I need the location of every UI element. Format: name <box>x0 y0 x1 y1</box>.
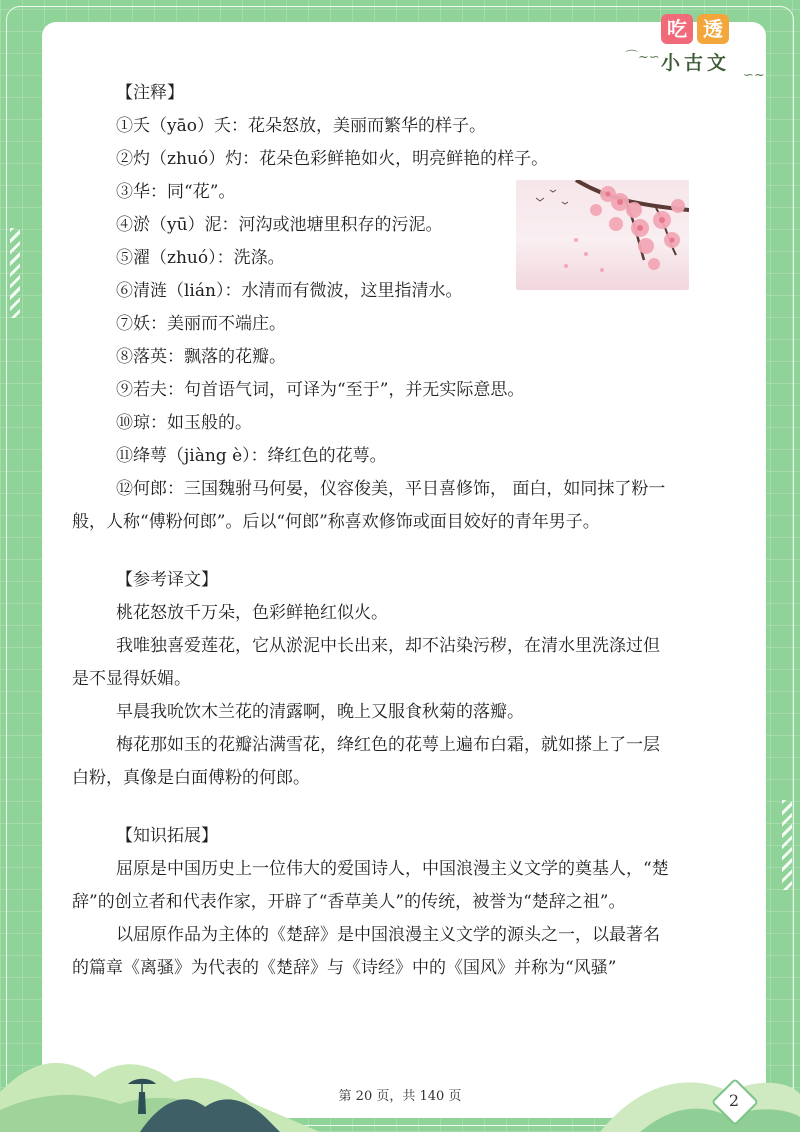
note-item: ⑨若夫：句首语气词，可译为“至于”，并无实际意思。 <box>116 380 525 400</box>
knowledge-heading: 【知识拓展】 <box>116 826 218 846</box>
translation-line: 是不显得妖媚。 <box>72 669 191 689</box>
mountain-landscape-decoration <box>0 1022 800 1132</box>
note-item: ⑪绛萼（jiàng è）：绛红色的花萼。 <box>116 446 387 466</box>
knowledge-line: 的篇章《离骚》为代表的《楚辞》与《诗经》中的《国风》并称为“风骚” <box>72 958 617 978</box>
page-footer: 第 20 页，共 140 页 <box>338 1089 462 1104</box>
note-item: ②灼（zhuó）灼：花朵色彩鲜艳如火，明亮鲜艳的样子。 <box>116 149 549 169</box>
knowledge-line: 辞”的创立者和代表作家，开辟了“香草美人”的传统，被誉为“楚辞之祖”。 <box>72 892 626 912</box>
logo-flourish-left: ⌒~∽ <box>625 50 660 65</box>
plum-blossom-illustration <box>516 180 689 290</box>
page-number: 2 <box>728 1091 740 1110</box>
translation-line: 我唯独喜爱莲花，它从淤泥中长出来，却不沾染污秽，在清水里洗涤过但 <box>116 636 660 656</box>
knowledge-line: 屈原是中国历史上一位伟大的爱国诗人，中国浪漫主义文学的奠基人，“楚 <box>116 859 669 879</box>
translation-line: 早晨我吮饮木兰花的清露啊，晚上又服食秋菊的落瓣。 <box>116 702 524 722</box>
logo-char-2: 透 <box>697 14 729 44</box>
logo-subtitle: 小古文 <box>661 52 731 74</box>
decorative-stripes-right <box>782 800 792 890</box>
logo <box>625 8 775 83</box>
logo-flourish-right: ∽~ <box>743 68 765 83</box>
translation-line: 梅花那如玉的花瓣沾满雪花，绛红色的花萼上遍布白霜，就如搽上了一层 <box>116 735 660 755</box>
note-item: ⑩琼：如玉般的。 <box>116 413 252 433</box>
note-item: ⑥清涟（lián）：水清而有微波，这里指清水。 <box>116 281 463 301</box>
translation-line: 桃花怒放千万朵，色彩鲜艳红似火。 <box>116 603 388 623</box>
note-item: ⑦妖：美丽而不端庄。 <box>116 314 286 334</box>
blossom-branch-icon <box>516 180 689 290</box>
knowledge-line: 以屈原作品为主体的《楚辞》是中国浪漫主义文学的源头之一，以最著名 <box>116 925 660 945</box>
logo-char-1: 吃 <box>661 14 693 44</box>
note-item: ⑧落英：飘落的花瓣。 <box>116 347 286 367</box>
note-item: ①夭（yāo）夭：花朵怒放，美丽而繁华的样子。 <box>116 116 486 136</box>
notes-heading: 【注释】 <box>116 83 184 103</box>
note-item-continuation: 般，人称“傅粉何郎”。后以“何郎”称喜欢修饰或面目姣好的青年男子。 <box>72 512 600 532</box>
translation-line: 白粉，真像是白面傅粉的何郎。 <box>72 768 310 788</box>
note-item: ⑤濯（zhuó）：洗涤。 <box>116 248 285 268</box>
translation-heading: 【参考译文】 <box>116 570 218 590</box>
decorative-stripes-left <box>10 228 20 318</box>
page-number-badge <box>713 1080 755 1122</box>
note-item: ③华：同“花”。 <box>116 182 236 202</box>
note-item: ⑫何郎：三国魏驸马何晏，仪容俊美，平日喜修饰， 面白，如同抹了粉一 <box>116 479 666 499</box>
note-item: ④淤（yū）泥：河沟或池塘里积存的污泥。 <box>116 215 443 235</box>
